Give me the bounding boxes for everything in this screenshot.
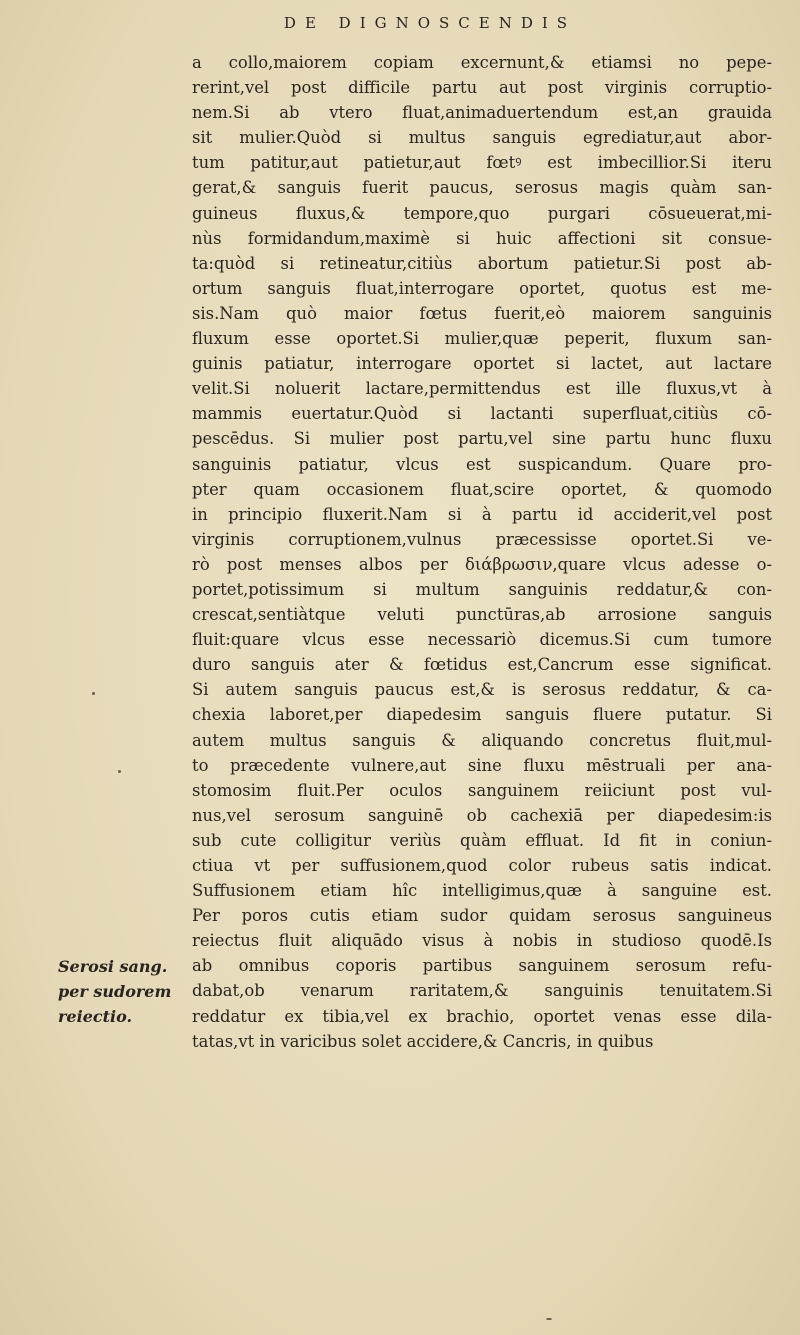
marginal-note <box>58 954 188 1029</box>
text-line: autem multus sanguis & aliquando concretus fluit,mul- <box>192 730 772 750</box>
text-line: duro sanguis ater & fœtidus est,Cancrum esse significat. <box>192 655 772 675</box>
text-line: guinis patiatur, interrogare oportet si lactet, aut lactare <box>192 354 772 374</box>
text-line: tum patitur,aut patietur,aut fœtꝰ est imbecillior.Si iteru <box>192 153 772 173</box>
text-line: ta:quòd si retineatur,citiùs abortum patietur.Si post ab- <box>192 253 772 273</box>
text-line: rerint,vel post difficile partu aut post virginis corruptio- <box>192 78 772 98</box>
paper-speck <box>118 770 121 773</box>
text-line: ctiua vt per suffusionem,quod color rubeus satis indicat. <box>192 856 772 875</box>
text-line: Per poros cutis etiam sudor quidam serosus sanguineus <box>192 906 772 926</box>
paper-speck <box>546 1318 552 1320</box>
text-line: sanguinis patiatur, vlcus est suspicandum. Quare pro- <box>192 454 772 474</box>
text-line: guineus fluxus,& tempore,quo purgari cōsueuerat,mi- <box>192 203 772 223</box>
marginal-note-line: reiectio. <box>58 1007 133 1026</box>
text-line: mammis euertatur.Quòd si lactanti superfluat,citiùs cō- <box>192 404 772 424</box>
text-line: rò post menses albos per διάβρωσιν,quare vlcus adesse o- <box>192 554 772 574</box>
text-line: Si autem sanguis paucus est,& is serosus reddatur, & ca- <box>192 680 772 700</box>
text-line: ab omnibus coporis partibus sanguinem serosum refu- <box>192 956 772 976</box>
body-text <box>192 50 772 1054</box>
marginal-note-line: per sudorem <box>58 982 172 1001</box>
text-line: to præcedente vulnere,aut sine fluxu mēstruali per ana- <box>192 755 772 775</box>
text-line: fluxum esse oportet.Si mulier,quæ peperit, fluxum san- <box>192 329 772 349</box>
text-line: stomosim fluit.Per oculos sanguinem reiiciunt post vul- <box>192 780 772 800</box>
text-line: velit.Si noluerit lactare,permittendus est ille fluxus,vt à <box>192 379 772 399</box>
text-line: virginis corruptionem,vulnus præcessisse oportet.Si ve- <box>192 529 772 549</box>
text-line: portet,potissimum si multum sanguinis reddatur,& con- <box>192 579 772 599</box>
paper-speck <box>92 692 95 695</box>
text-line: Suffusionem etiam hîc intelligimus,quæ à sanguine est. <box>192 881 772 901</box>
text-line: dabat,ob venarum raritatem,& sanguinis tenuitatem.Si <box>192 981 772 1001</box>
text-line: gerat,& sanguis fuerit paucus, serosus magis quàm san- <box>192 178 772 198</box>
text-line: sis.Nam quò maior fœtus fuerit,eò maiorem sanguinis <box>192 303 772 323</box>
text-line: pter quam occasionem fluat,scire oportet, & quomodo <box>192 479 772 499</box>
text-line: ortum sanguis fluat,interrogare oportet, quotus est me- <box>192 278 772 298</box>
text-line: nùs formidandum,maximè si huic affectioni sit consue- <box>192 228 772 248</box>
text-line: tatas,vt in varicibus solet accidere,& Cancris, in quibus <box>192 1031 654 1051</box>
text-line: nus,vel serosum sanguinē ob cachexiā per diapedesim:is <box>192 805 772 825</box>
text-line: a collo,maiorem copiam excernunt,& etiamsi no pepe- <box>192 53 772 72</box>
text-line: sub cute colligitur veriùs quàm effluat. Id fit in coniun- <box>192 830 772 850</box>
marginal-note-line: Serosi sang. <box>58 957 168 976</box>
text-line: crescat,sentiàtque veluti punctūras,ab arrosione sanguis <box>192 605 772 625</box>
text-line: chexia laboret,per diapedesim sanguis fluere putatur. Si <box>192 705 772 725</box>
text-line: reddatur ex tibia,vel ex brachio, oportet venas esse dila- <box>192 1006 772 1026</box>
text-line: nem.Si ab vtero fluat,animaduertendum est,an grauida <box>192 103 772 123</box>
text-line: sit mulier.Quòd si multus sanguis egrediatur,aut abor- <box>192 128 772 148</box>
text-line: reiectus fluit aliquādo visus à nobis in studioso quodē.Is <box>192 931 772 951</box>
running-head: DE DIGNOSCENDIS <box>283 14 577 32</box>
text-line: pescēdus. Si mulier post partu,vel sine partu hunc fluxu <box>192 429 772 449</box>
text-line: fluit:quare vlcus esse necessariò dicemus.Si cum tumore <box>192 630 772 650</box>
text-line: in principio fluxerit.Nam si à partu id acciderit,vel post <box>192 504 772 524</box>
